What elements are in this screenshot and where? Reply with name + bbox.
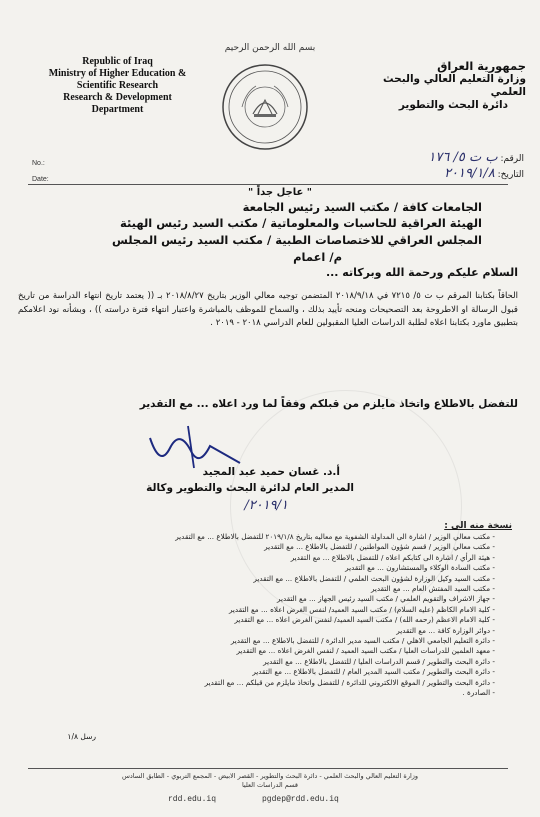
signature-date: ٢٠١٩/١/ <box>244 498 288 513</box>
signature-title: المدير العام لدائرة البحث والتطوير وكالة <box>146 482 354 494</box>
ministry-seal-icon <box>220 62 310 152</box>
footer-email: pgdep@rdd.edu.iq <box>262 795 339 804</box>
list-item: - مكتب السيد المفتش العام ... مع التقدير <box>25 584 495 594</box>
letter-body: الحاقاً بكتابنا المرقم ب ت ٥/ ٧٢١٥ في ٢٠١٨/٩/١٨ المتضمن توجيه معالي الوزير بتاريخ ٢٠١٨/٨/٢٧ بـ (( يعتمد تاريخ انتهاء الدراسة من تاريخ قبول الرسالة او الاطروحة بعد التصحيحات ومنحه تأييد بذلك ، والسماح للموظف بالمباشرة واعتبار انتهاء فترة دراسته )) ، وبشأنه نود اعلامكم بتطبيق ماورد بكتابنا اعلاه لطلبة الدراسات العليا المقبولين للعام الدراسي ٢٠١٨ - ٢٠١٩ . <box>18 291 518 328</box>
initials: رسل ١/٨ <box>67 732 96 741</box>
list-item: - كلية الامام الاعظم (رحمه الله) / مكتب السيد العميد/ لنفس الغرض اعلاه ... مع التقدير <box>25 615 495 625</box>
reference-number: الرقم: ب ت ٥/ ١٧٦ <box>428 150 524 165</box>
list-item: - كلية الامام الكاظم (عليه السلام) / مكتب السيد العميد/ لنفس الغرض اعلاه ... مع التقدير <box>25 605 495 615</box>
list-item: - مكتب السادة الوكلاء والمستشارون ... مع التقدير <box>25 563 495 573</box>
signature-name: أ.د. غسان حميد عبد المجيد <box>202 466 340 478</box>
signature-icon <box>140 418 250 473</box>
subject: م/ اعمام <box>293 250 342 264</box>
addressee-3: المجلس العراقي للاختصاصات الطبية / مكتب السيد رئيس المجلس <box>111 233 482 247</box>
addressee-2: الهيئة العراقية للحاسبات والمعلوماتية / مكتب السيد رئيس الهيئة <box>119 216 482 230</box>
list-item: - مكتب معالي الوزير / اشارة الى المداولة الشفوية مع معاليه بتاريخ ٢٠١٩/١/٨ للتفضل بالاطلاع ... مع التقدير <box>25 532 495 542</box>
arabic-letterhead: جمهورية العراق وزارة التعليم العالي والبحث العلمي دائرة البحث والتطوير <box>383 59 526 111</box>
english-date-label: Date: <box>32 176 49 183</box>
list-item: - دائرة البحث والتطوير / قسم الدراسات العليا / للتفضل بالاطلاع ... مع التقدير <box>25 657 495 667</box>
bismillah: بسم الله الرحمن الرحيم <box>224 43 316 53</box>
urgent-label: " عاجل جداً " <box>248 187 312 198</box>
english-letterhead: Republic of Iraq Ministry of Higher Education & Scientific Research Research & Development Department <box>48 56 187 115</box>
cc-list <box>25 532 495 699</box>
footer-website: rdd.edu.iq <box>168 795 217 804</box>
list-item: - دائرة البحث والتطوير / مكتب السيد المدير العام / للتفضل بالاطلاع ... مع التقدير <box>25 667 495 677</box>
list-item: - مكتب السيد وكيل الوزارة لشؤون البحث العلمي / للتفضل بالاطلاع ... مع التقدير <box>25 574 495 584</box>
addressee-1: الجامعات كافة / مكتب السيد رئيس الجامعة <box>242 200 482 214</box>
list-item: - دائرة التعليم الجامعي الاهلي / مكتب السيد مدير الدائرة / للتفضل بالاطلاع ... مع التقدير <box>25 636 495 646</box>
list-item: - معهد العلمين للدراسات العليا / مكتب السيد العميد / لنفس الغرض اعلاه ... مع التقدير <box>25 646 495 656</box>
list-item: - دوائر الوزارة كافة ... مع التقدير <box>25 626 495 636</box>
closing-line: للتفضل بالاطلاع واتخاذ مايلزم من قبلكم وفقاً لما ورد اعلاه ... مع التقدير <box>139 398 518 410</box>
header-divider <box>28 184 508 185</box>
greeting: السلام عليكم ورحمة الله وبركاته ... <box>325 266 518 279</box>
list-item: - هيئة الرأي / اشارة الى كتابكم اعلاه / للتفضل بالاطلاع ... مع التقدير <box>25 553 495 563</box>
english-no-label: No.: <box>32 160 45 167</box>
footer-divider <box>28 768 508 769</box>
cc-title: نسخة منه الى : <box>444 521 512 531</box>
list-item: - الصادرة . <box>25 688 495 698</box>
list-item: - مكتب معالي الوزير / قسم شؤون المواطنين / للتفضل بالاطلاع ... مع التقدير <box>25 542 495 552</box>
list-item: - جهاز الاشراف والتقويم العلمي / مكتب السيد رئيس الجهاز ... مع التقدير <box>25 594 495 604</box>
reference-date: التاريخ: ٢٠١٩/١/٨ <box>444 166 524 181</box>
list-item: - دائرة البحث والتطوير / الموقع الالكتروني للدائرة / للتفضل واتخاذ مايلزم من قبلكم ... مع التقدير <box>25 678 495 688</box>
footer-address: وزارة التعليم العالي والبحث العلمي - دائرة البحث والتطوير - القصر الابيض - المجمع التربوي - الطابق السادس قسم الدراسات العليا <box>121 772 419 789</box>
